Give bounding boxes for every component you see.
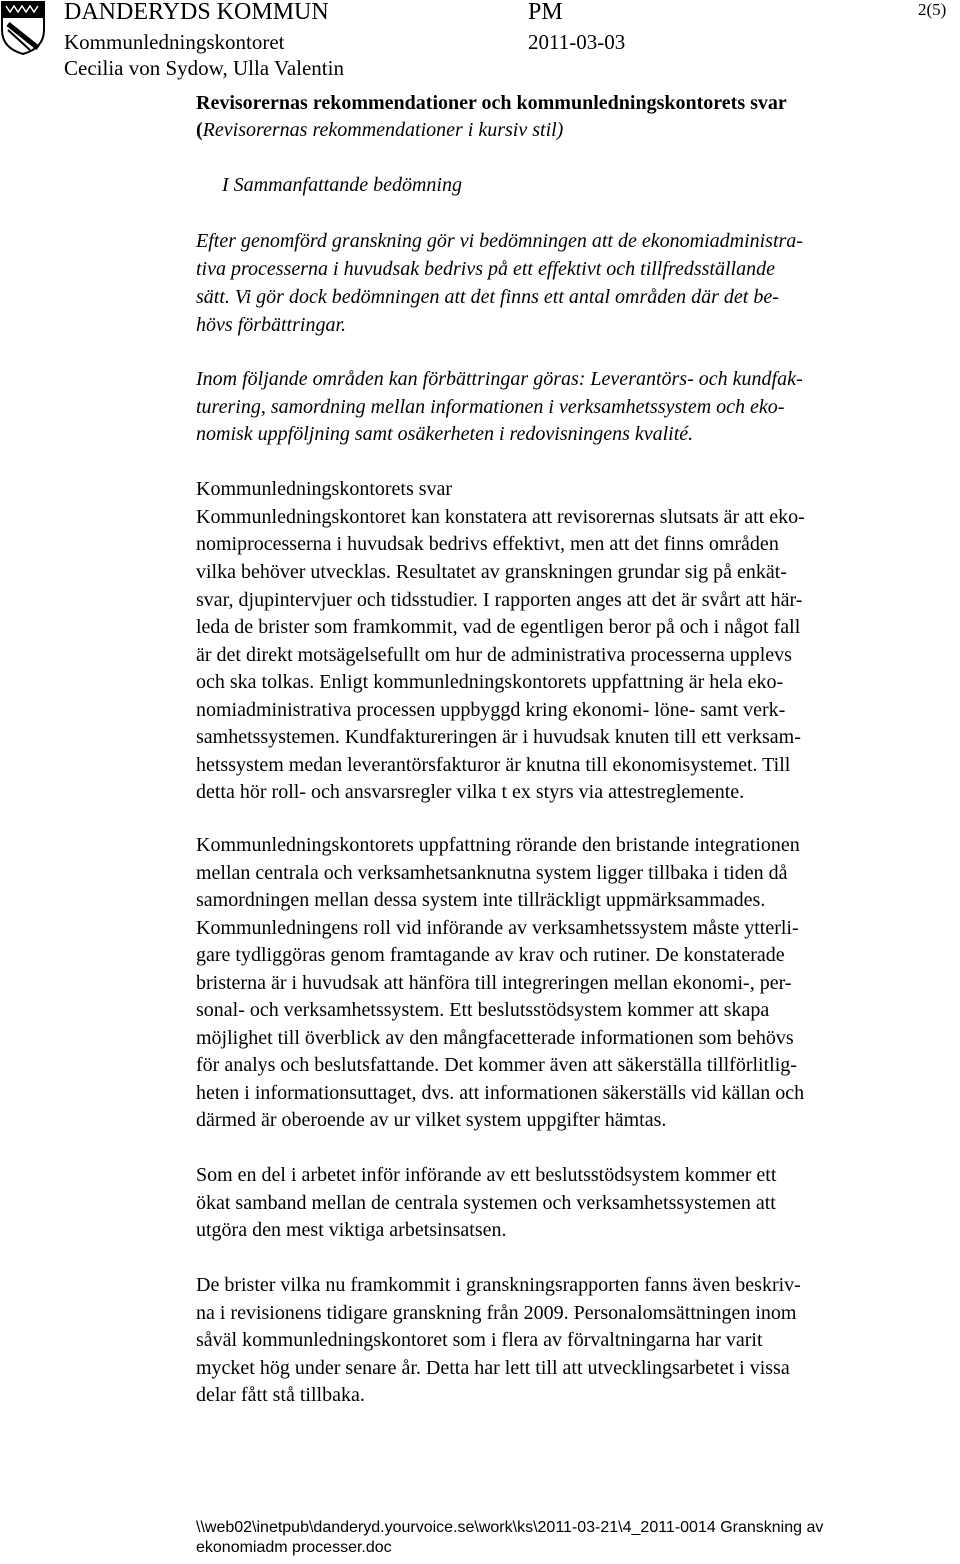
subtitle-paren: ( — [196, 119, 203, 141]
paragraph-line: samordningen mellan dessa system inte tillräckligt uppmärksammades. — [196, 889, 766, 911]
paragraph-line: sonal- och verksamhetssystem. Ett beslutsstödsystem kommer att skapa — [196, 999, 770, 1021]
paragraph-line: Som en del i arbetet inför införande av ett beslutsstödsystem kommer ett — [196, 1164, 777, 1186]
header-doc-type: PM — [528, 0, 563, 25]
paragraph-line: Efter genomförd granskning gör vi bedömningen att de ekonomiadministra- — [196, 230, 803, 252]
paragraph-line: leda de brister som framkommit, vad de egentligen beror på och i något fall — [196, 616, 801, 638]
paragraph-line: såväl kommunledningskontoret som i flera av förvaltningarna har varit — [196, 1329, 763, 1351]
subtitle-text: Revisorernas rekommendationer i kursiv stil) — [202, 119, 564, 141]
paragraph-line: Kommunledningskontorets uppfattning rörande den bristande integrationen — [196, 834, 800, 856]
paragraph-line: är det direkt motsägelsefullt om hur de administrativa processerna upplevs — [196, 644, 792, 666]
paragraph-line: bristerna är i huvudsak att hänföra till integreringen mellan ekonomi-, per- — [196, 972, 792, 994]
paragraph-line: vilka behöver utvecklas. Resultatet av granskningen grundar sig på enkät- — [196, 561, 787, 583]
paragraph-line: för analys och beslutsfattande. Det kommer även att säkerställa tillförlitlig- — [196, 1054, 797, 1076]
paragraph-line: na i revisionens tidigare granskning från 2009. Personalomsättningen inom — [196, 1302, 797, 1324]
paragraph-line: heten i informationsuttaget, dvs. att informationen säkerställs vid källan och — [196, 1082, 805, 1104]
paragraph-line: nomiprocesserna i huvudsak bedrivs effektivt, men att det finns områden — [196, 533, 779, 555]
section-heading: I Sammanfattande bedömning — [222, 174, 462, 196]
paragraph-line: och ska tolkas. Enligt kommunledningskontorets uppfattning är hela eko- — [196, 671, 784, 693]
header-authors: Cecilia von Sydow, Ulla Valentin — [64, 56, 344, 80]
footer-path-line-1: \\web02\inetpub\danderyd.yourvoice.se\work\ks\2011-03-21\4_2011-0014 Granskning av — [196, 1519, 824, 1536]
paragraph-line: turering, samordning mellan informationen i verksamhetssystem och eko- — [196, 396, 785, 418]
paragraph-line: möjlighet till överblick av den mångfacetterade informationen som behövs — [196, 1027, 794, 1049]
paragraph-line: Kommunledningens roll vid införande av verksamhetssystem måste ytterli- — [196, 917, 799, 939]
paragraph-line: nomisk uppföljning samt osäkerheten i redovisningens kvalité. — [196, 423, 694, 445]
document-subtitle — [196, 117, 563, 143]
paragraph-line: samhetssystemen. Kundfaktureringen är i huvudsak knuten till ett verksam- — [196, 726, 801, 748]
paragraph-line: sätt. Vi gör dock bedömningen att det finns ett antal områden där det be- — [196, 286, 779, 308]
header-department: Kommunledningskontoret — [64, 30, 285, 54]
paragraph-line: nomiadministrativa processen uppbyggd kring ekonomi- löne- samt verk- — [196, 699, 786, 721]
paragraph-line: gare tydliggöras genom framtagande av krav och rutiner. De konstaterade — [196, 944, 785, 966]
paragraph-line: hetssystem medan leverantörsfakturor är knutna till ekonomisystemet. Till — [196, 754, 791, 776]
paragraph-line: ökat samband mellan de centrala systemen och verksamhetssystemen att — [196, 1192, 776, 1214]
municipality-crest-icon — [0, 0, 46, 56]
paragraph-line: Inom följande områden kan förbättringar göras: Leverantörs- och kundfak- — [196, 368, 803, 390]
header-org: DANDERYDS KOMMUN — [64, 0, 329, 25]
response-heading: Kommunledningskontorets svar — [196, 478, 453, 500]
document-title: Revisorernas rekommendationer och kommunledningskontorets svar — [196, 92, 787, 114]
paragraph-line: därmed är oberoende av ur vilket system uppgifter hämtas. — [196, 1109, 667, 1131]
paragraph-line: mellan centrala och verksamhetsanknutna system ligger tillbaka i tiden då — [196, 862, 788, 884]
paragraph-line: svar, djupintervjuer och tidsstudier. I rapporten anges att det är svårt att här- — [196, 589, 803, 611]
paragraph-line: hövs förbättringar. — [196, 314, 347, 336]
header-date: 2011-03-03 — [528, 30, 626, 54]
footer-path-line-2: ekonomiadm processer.doc — [196, 1539, 392, 1556]
page-number: 2(5) — [918, 0, 947, 19]
paragraph-line: De brister vilka nu framkommit i granskningsrapporten fanns även beskriv- — [196, 1274, 801, 1296]
paragraph-line: tiva processerna i huvudsak bedrivs på ett effektivt och tillfredsställande — [196, 258, 775, 280]
paragraph-line: detta hör roll- och ansvarsregler vilka t ex styrs via attestreglemente. — [196, 781, 745, 803]
paragraph-line: delar fått stå tillbaka. — [196, 1384, 365, 1406]
paragraph-line: utgöra den mest viktiga arbetsinsatsen. — [196, 1219, 507, 1241]
paragraph-line: mycket hög under senare år. Detta har lett till att utvecklingsarbetet i vissa — [196, 1357, 790, 1379]
paragraph-line: Kommunledningskontoret kan konstatera att revisorernas slutsats är att eko- — [196, 506, 805, 528]
